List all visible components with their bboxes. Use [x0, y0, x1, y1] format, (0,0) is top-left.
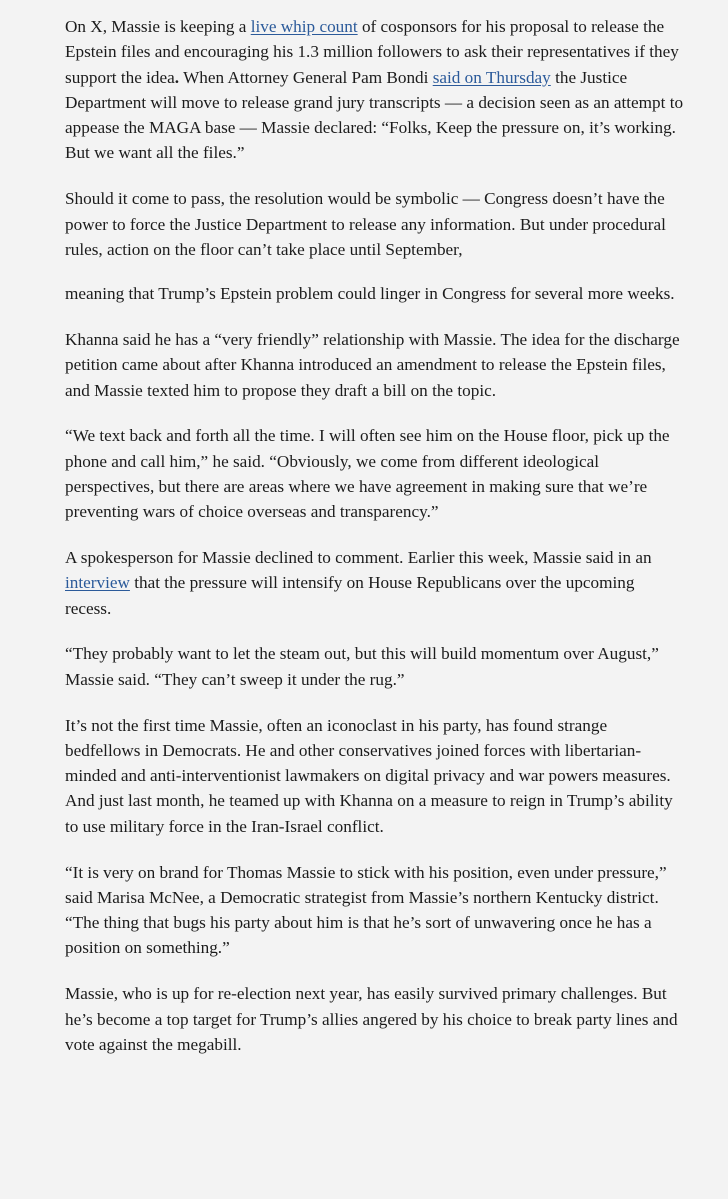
paragraph-steam-quote: “They probably want to let the steam out, but this will build momentum over August,” Massie said. “They can’t sweep it under the rug.”	[65, 644, 659, 689]
paragraph-symbolic-resolution: Should it come to pass, the resolution would be symbolic — Congress doesn’t have the power to force the Justice Department to release any information. But under procedural rules, action on the floor can’t take place until September,	[65, 189, 666, 259]
interview-link[interactable]: interview	[65, 573, 130, 593]
paragraph-linger-in-congress: meaning that Trump’s Epstein problem could linger in Congress for several more weeks.	[65, 284, 675, 304]
article-body	[65, 14, 685, 1078]
paragraph-whip-count: On X, Massie is keeping a live whip count of cosponsors for his proposal to release the Epstein files and encouraging his 1.3 million followers to ask their representatives if they support the idea. When Attorney General Pam Bondi said on Thursday the Justice Department will move to release grand jury transcripts — a decision seen as an attempt to appease the MAGA base — Massie declared: “Folks, Keep the pressure on, it’s working. But we want all the files.”	[65, 17, 684, 163]
paragraph-khanna-relationship: Khanna said he has a “very friendly” relationship with Massie. The idea for the discharge petition came about after Khanna introduced an amendment to release the Epstein files, and Massie texted him to propose they draft a bill on the topic.	[65, 329, 680, 400]
paragraph-spokesperson: A spokesperson for Massie declined to comment. Earlier this week, Massie said in an interview that the pressure will intensify on House Republicans over the upcoming recess.	[65, 548, 652, 618]
paragraph-mcnee-quote: “It is very on brand for Thomas Massie to stick with his position, even under pressure,” said Marisa McNee, a Democratic strategist from Massie’s northern Kentucky district. “The thing that bugs his party about him is that he’s sort of unwavering once he has a position on something.”	[65, 862, 667, 958]
paragraph-iconoclast: It’s not the first time Massie, often an iconoclast in his party, has found strange bedfellows in Democrats. He and other conservatives joined forces with libertarian-minded and anti-interventionist lawmakers on digital privacy and war powers measures. And just last month, he teamed up with Khanna on a measure to reign in Trump’s ability to use military force in the Iran-Israel conflict.	[65, 715, 673, 836]
live-whip-count-link[interactable]: live whip count	[250, 17, 358, 36]
paragraph-reelection: Massie, who is up for re-election next year, has easily survived primary challenges. But he’s become a top target for Trump’s allies angered by his choice to break party lines and vote against the megabill.	[65, 984, 678, 1054]
said-on-thursday-link[interactable]: said on Thursday	[432, 67, 551, 87]
paragraph-khanna-quote: “We text back and forth all the time. I will often see him on the House floor, pick up the phone and call him,” he said. “Obviously, we come from different ideological perspectives, but there are areas where we have agreement in making sure that we’re preventing wars of choice overseas and transparency.”	[65, 426, 670, 522]
